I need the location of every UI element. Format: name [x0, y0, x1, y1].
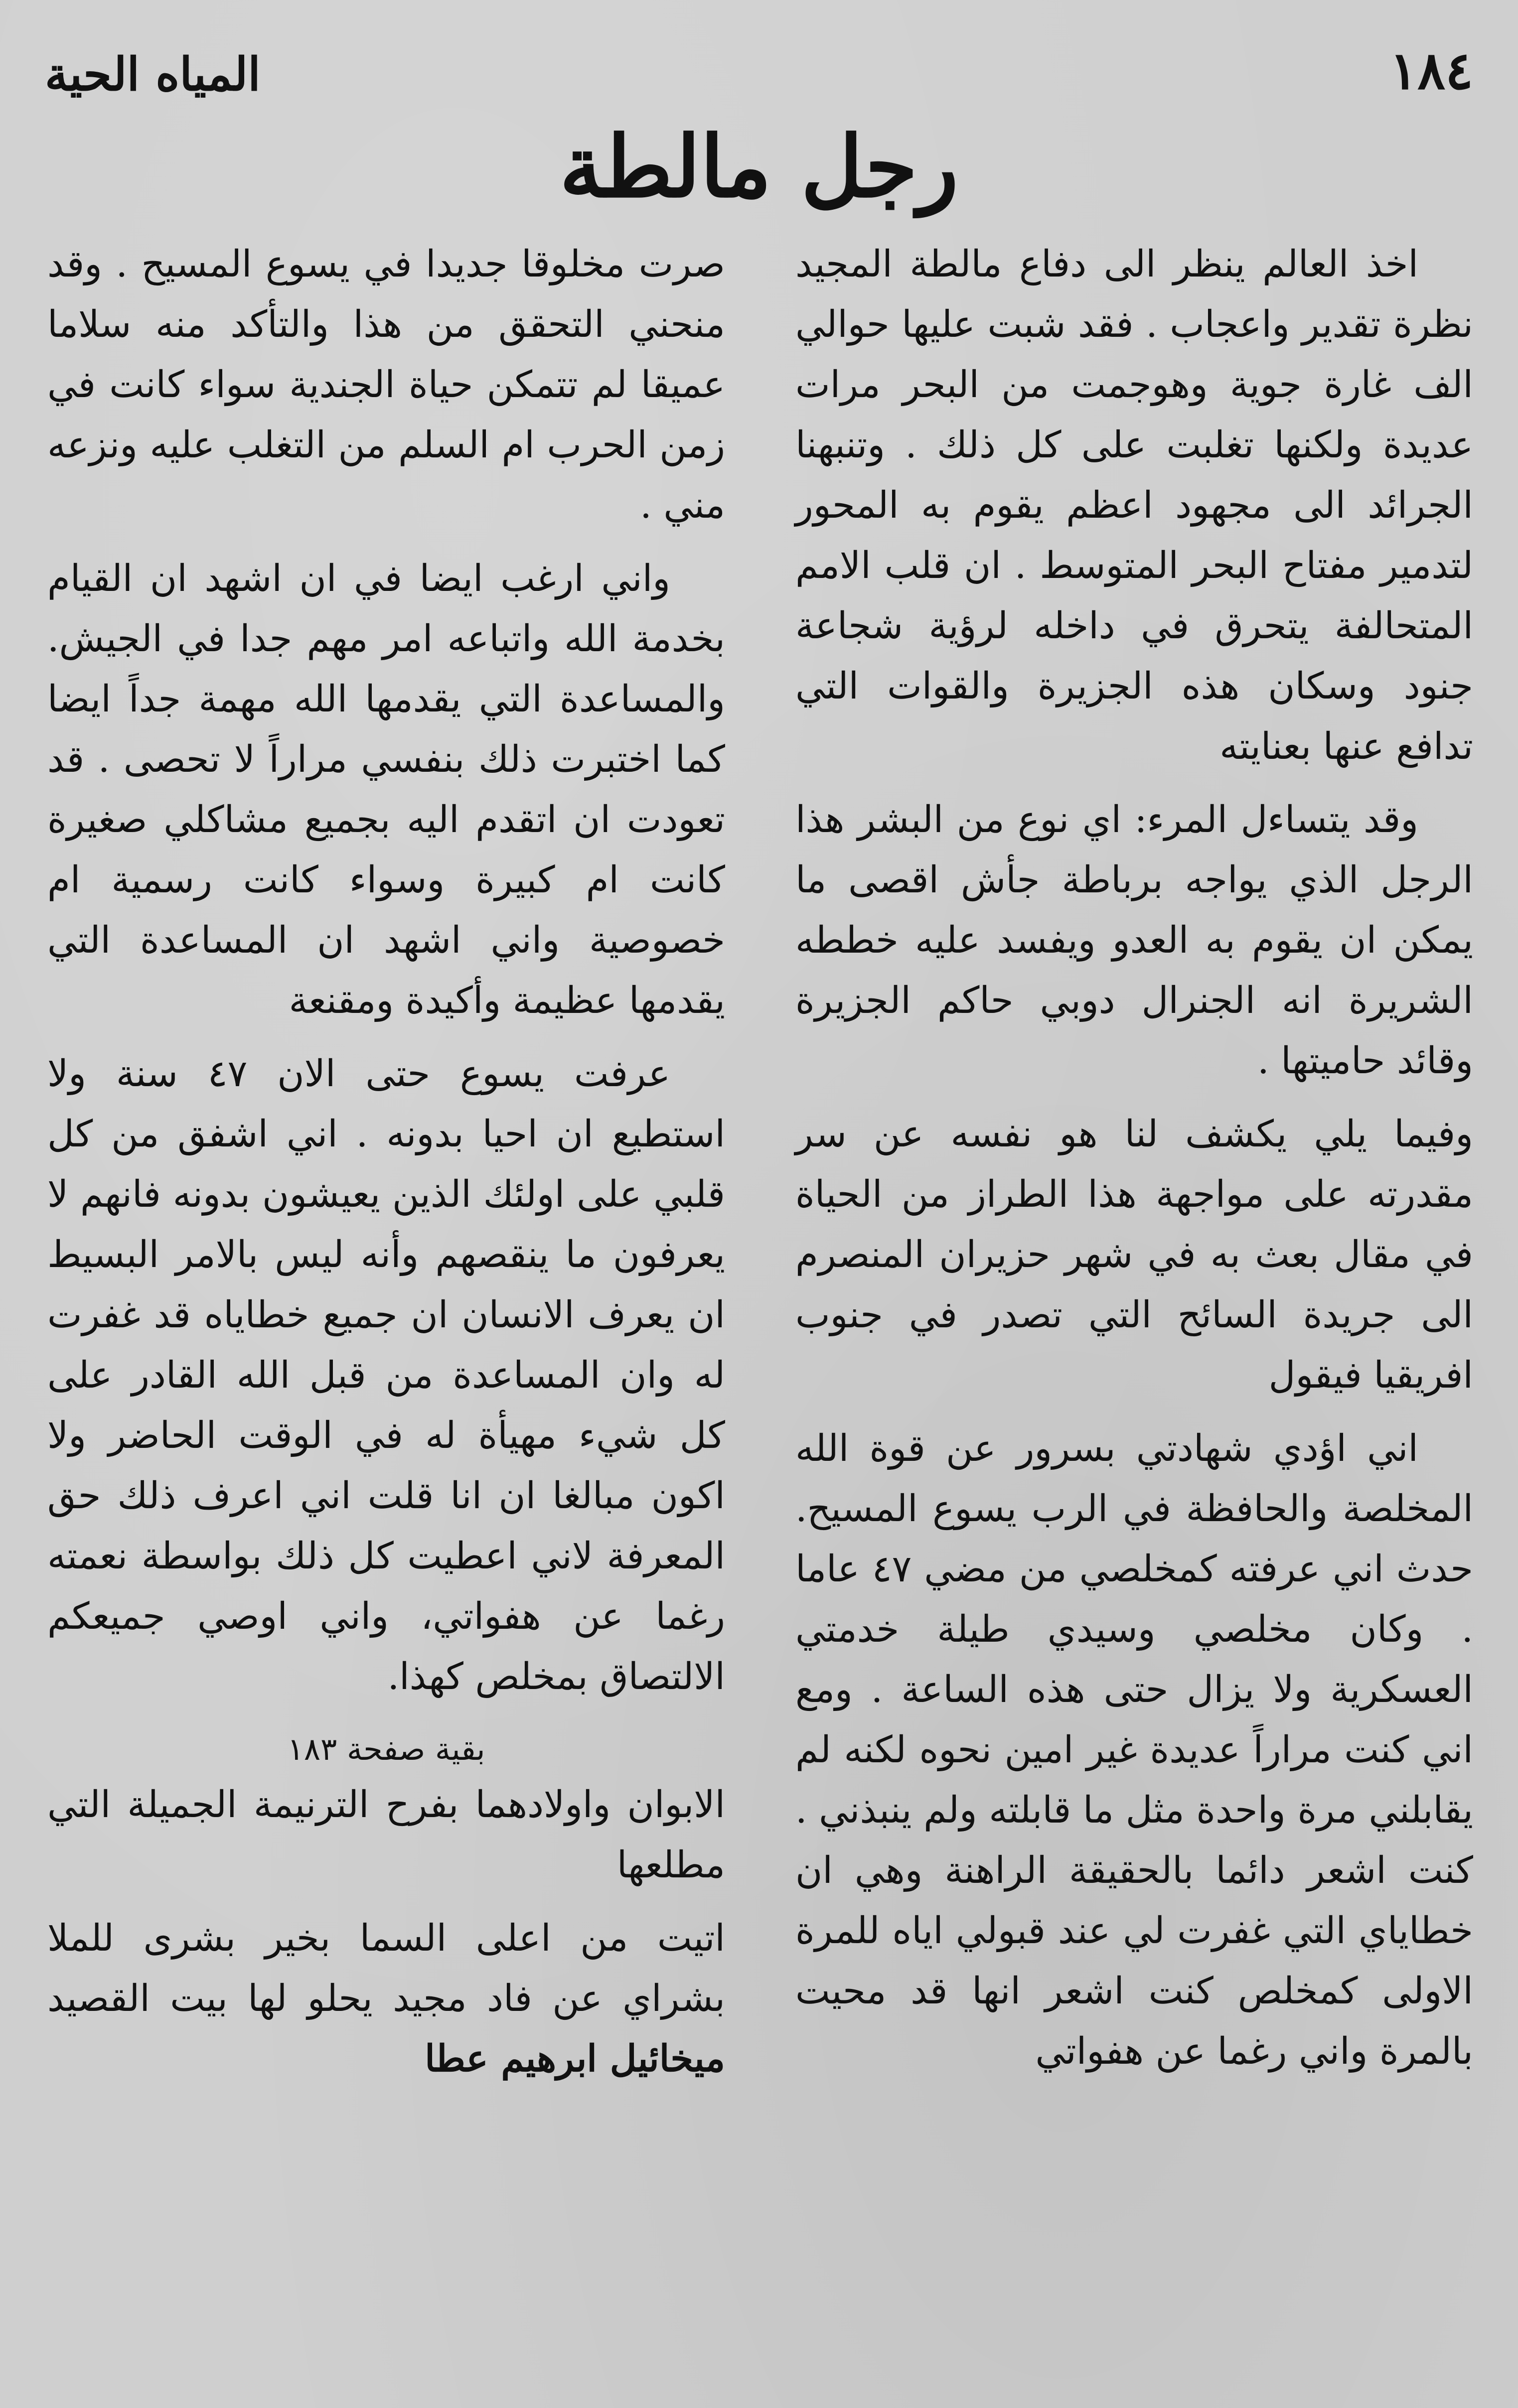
- paragraph: اني اؤدي شهادتي بسرور عن قوة الله المخلصة والحافظة في الرب يسوع المسيح. حدث اني عرفته كمخلصي من مضي ٤٧ عاما . وكان مخلصي وسيدي طيلة خدمتي العسكرية ولا يزال حتى هذه الساعة . ومع اني كنت مراراً عديدة غير امين نحوه لكنه لم يقابلني مرة واحدة مثل ما قابلته ولم ينبذني . كنت اشعر دائما بالحقيقة الراهنة وهي ان خطاياي التي غفرت لي عند قبولي اياه للمرة الاولى كمخلص كنت اشعر انها قد محيت بالمرة واني رغما عن هفواتي: [795, 1427, 1473, 2073]
- paragraph: واني ارغب ايضا في ان اشهد ان القيام بخدمة الله واتباعه امر مهم جدا في الجيش. والمساعدة التي يقدمها الله مهمة جداً ايضا كما اختبرت ذلك بنفسي مراراً لا تحصى . قد تعودت ان اتقدم اليه بجميع مشاكلي صغيرة كانت ام كبيرة وسواء كانت رسمية ام خصوصية واني اشهد ان المساعدة التي يقدمها عظيمة وأكيدة ومقنعة: [47, 557, 725, 1022]
- poem-line: اتيت من اعلى السما بخير بشرى للملا: [47, 1917, 725, 1960]
- right-column: [795, 234, 1473, 2095]
- poem-intro-line: الابوان واولادهما بفرح الترنيمة الجميلة التي مطلعها: [47, 1783, 725, 1886]
- article-title: رجل مالطة: [559, 117, 959, 217]
- paragraph: وقد يتساءل المرء: اي نوع من البشر هذا الرجل الذي يواجه برباطة جأش اقصى ما يمكن ان يقوم به العدو ويفسد عليه خططه الشريرة انه الجنرال دوبي حاكم الجزيرة وقائد حاميتها .: [795, 798, 1473, 1082]
- poem-author: ميخائيل ابرهيم عطا: [425, 2037, 725, 2080]
- paragraph: وفيما يلي يكشف لنا هو نفسه عن سر مقدرته على مواجهة هذا الطراز من الحياة في مقال بعث به في شهر حزيران المنصرم الى جريدة السائح التي تصدر في جنوب افريقيا فيقول: [795, 1113, 1473, 1397]
- page-header: [45, 30, 1473, 130]
- left-column: [47, 234, 725, 2089]
- running-title: المياه الحية: [45, 47, 261, 101]
- continuation-note: بقية صفحة ١٨٣: [287, 1731, 485, 1767]
- paragraph: صرت مخلوقا جديدا في يسوع المسيح . وقد منحني التحقق من هذا والتأكد منه سلاما عميقا لم تتمكن حياة الجندية سواء كانت في زمن الحرب ام السلم من التغلب عليه ونزعه مني .: [47, 243, 725, 527]
- page-number: ١٨٤: [1389, 40, 1473, 101]
- paragraph: اخذ العالم ينظر الى دفاع مالطة المجيد نظرة تقدير واعجاب . فقد شبت عليها حوالي الف غارة جوية وهوجمت من البحر مرات عديدة ولكنها تغلبت على كل ذلك . وتنبهنا الجرائد الى مجهود اعظم يقوم به المحور لتدمير مفتاح البحر المتوسط . ان قلب الامم المتحالفة يتحرق في داخله لرؤية شجاعة جنود وسكان هذه الجزيرة والقوات التي تدافع عنها بعنايته: [795, 243, 1473, 768]
- poem-line: بشراي عن فاد مجيد يحلو لها بيت القصيد: [47, 1977, 725, 2020]
- paragraph: عرفت يسوع حتى الان ٤٧ سنة ولا استطيع ان احيا بدونه . اني اشفق من كل قلبي على اولئك الذين يعيشون بدونه فانهم لا يعرفون ما ينقصهم وأنه ليس بالامر البسيط ان يعرف الانسان ان جميع خطاياه قد غفرت له وان المساعدة من قبل الله القادر على كل شيء مهيأة له في الوقت الحاضر ولا اكون مبالغا ان انا قلت اني اعرف ذلك حق المعرفة لاني اعطيت كل ذلك بواسطة نعمته رغما عن هفواتي، واني اوصي جميعكم الالتصاق بمخلص كهذا.: [47, 1052, 725, 1698]
